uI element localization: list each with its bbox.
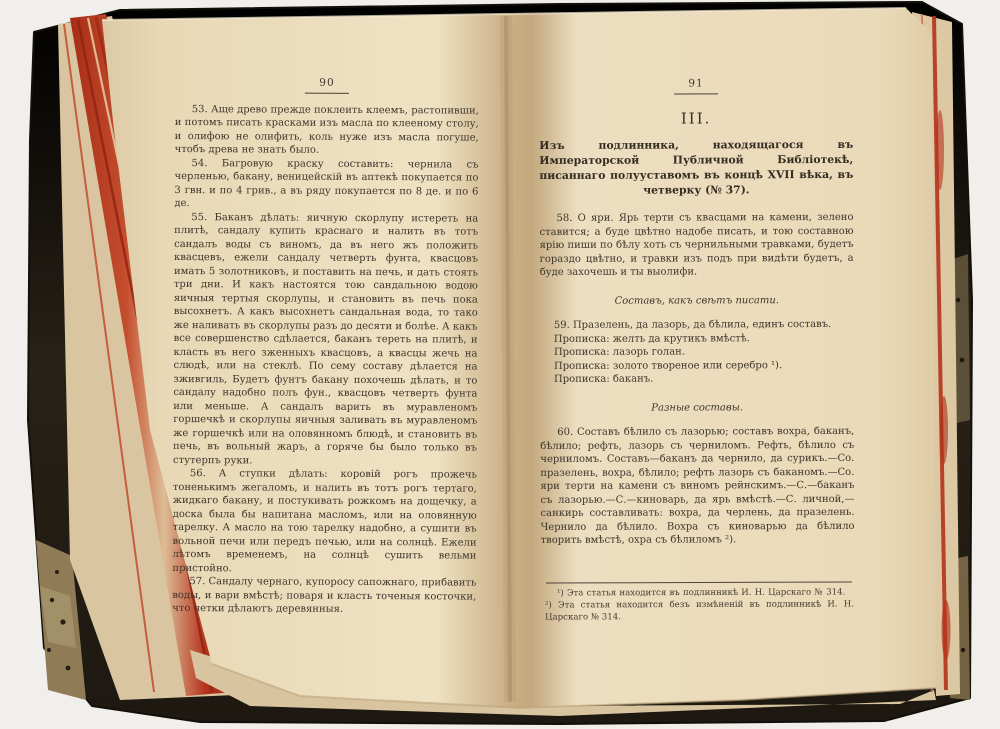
gutter-shadow bbox=[506, 16, 510, 702]
page-number-row-right bbox=[539, 77, 853, 95]
paragraph-58: 58. О яри. Ярь терти съ квасцами на камени, зелено ставится; а буде цвѣтно надобе писать, и тою составною ярію пиши по бѣлу хоть съ чернильными травками, будетъ гораздо цвѣтно, и травки изъ подъ при видѣти будетъ, а буде захочешь и ты выолифи. bbox=[539, 211, 854, 278]
paragraph-55: 55. Баканъ дѣлать: яичную скорлупу истереть на плитѣ, сандалу купить краснаго и налить въ тотъ сандалъ воды съ виномъ, да въ него жъ положить квасцевъ, ежели сандалу четверть фунта, квасцовъ имать 5 золотниковъ, и поставить на печь, и дать стоять три дни. И какъ настоятся тою сандальною водою яичныя тертыя скорлупы, и становить въ печь пока высохнетъ. А какъ высохнетъ сандальная вода, то тако же наливать въ скорлупы разъ до десяти и болѣе. А какъ все совершенство сдѣлается, баканъ тереть на плитѣ, и класть въ него зженныхъ квасцовъ, а квасцы жечь на слюдѣ, или на стеклѣ. По сему составу дѣлается на зживгиль, Будетъ фунтъ бакану похочешь дѣлать, и то сандалу надобно полъ фун., квасцовъ четверть фунта или меньше. А сандалъ варить въ муравленомъ горшечкѣ и скорлупы яичныя заливать въ муравленомъ же горшечкѣ или на оловянномъ блюдѣ, и становить въ печь, въ вольный жаръ, а горяче бы было только въ стутерпъ руки. bbox=[172, 211, 479, 466]
paragraph-56: 56. А ступки дѣлать: коровій рогъ прожечь тоненькимъ жегаломъ, и налить въ тотъ рогъ тертаго, жидкаго бакану, и постукивать рожкомъ на дощечку, а доска была бы напитана масломъ, или на оловянную тарелку. А масло на тою тарелку надобно, а сушити въ вольной печи или передъ печью, или на солнцѣ. Ежели лѣтомъ временемъ, на солнцѣ сушить вельми пристойно. bbox=[172, 468, 477, 574]
paragraph-59 bbox=[540, 318, 854, 387]
left-page bbox=[172, 76, 479, 617]
right-page bbox=[539, 77, 855, 548]
footnote-block bbox=[545, 581, 854, 623]
propiska-line-3: Прописка: золото твореное или серебро ¹). bbox=[553, 359, 783, 372]
propiska-line-1: Прописка: желть да крутикъ вмѣстѣ. bbox=[553, 332, 750, 345]
page-number-left: 90 bbox=[305, 77, 348, 94]
paragraph-57: 57. Сандалу чернаго, купоросу сапожнаго, прибавить воды, и вари вмѣстѣ; поваря и класть точеныя косточки, что четки дѣлаютъ деревянныя. bbox=[172, 576, 477, 615]
paragraph-60: 60. Составъ бѣлило съ лазорью; составъ вохра, баканъ, бѣлило; рефть, лазорь съ черниломъ. Рефть, бѣлило съ черниломъ. Составъ—баканъ да чернило, да сурикъ.—Со. празелень, вохра, бѣлило; рефть лазорь съ баканомъ.—Со. яри терти на камени съ виномъ рейнскимъ.—С.—баканъ съ лазорью.—С.—киноварь, да ярь вмѣстѣ.—С. личной,—санкирь составливать: вохра, да черлень, да празелень. Чернило да бѣлило. Вохра съ киноварью да бѣлило творить вмѣстѣ, охра съ бѣлиломъ ²). bbox=[540, 425, 855, 546]
propiska-line-2: Прописка: лазорь голан. bbox=[553, 346, 686, 358]
paragraph-53: 53. Аще древо прежде поклеить клеемъ, растопивши, и потомъ писать красками изъ масла по клееному столу, и олифою не олифить, коль нуже изъ масла погуше, чтобъ древа не знать было. bbox=[174, 103, 479, 156]
section-title-compositions: Составъ, какъ свѣтъ писати. bbox=[614, 294, 780, 307]
section-title-various: Разные составы. bbox=[651, 401, 744, 414]
footnote-text: ¹) Эта статья находится въ подлинникѣ И. Н. Царскаго № 314. ²) Эта статья находится безъ измѣненій въ подлинникѣ И. Н. Царскаго № 314. bbox=[544, 587, 855, 623]
page-number-right: 91 bbox=[674, 77, 717, 94]
propiska-line-4: Прописка: баканъ. bbox=[554, 373, 654, 385]
paragraph-59-intro: 59. Празелень, да лазорь, да бѣлила, единъ составъ. bbox=[553, 318, 832, 331]
paragraph-54: 54. Багровую краску составить: чернила съ черленью, бакану, веницейскій въ аптекѣ покупается по 3 гвн. и по 4 грив., а въ ряду покупается по 8 де. и по 6 де. bbox=[174, 157, 479, 210]
chapter-heading: Изъ подлинника, находящагося въ Императорской Публичной Библіотекѣ, писаннаго полууставомъ въ концѣ XVII вѣка, въ четверку (№ 37). bbox=[539, 137, 854, 197]
footnote-rule bbox=[546, 581, 852, 583]
page-number-row-left bbox=[175, 76, 479, 94]
chapter-numeral: III. bbox=[680, 108, 712, 128]
